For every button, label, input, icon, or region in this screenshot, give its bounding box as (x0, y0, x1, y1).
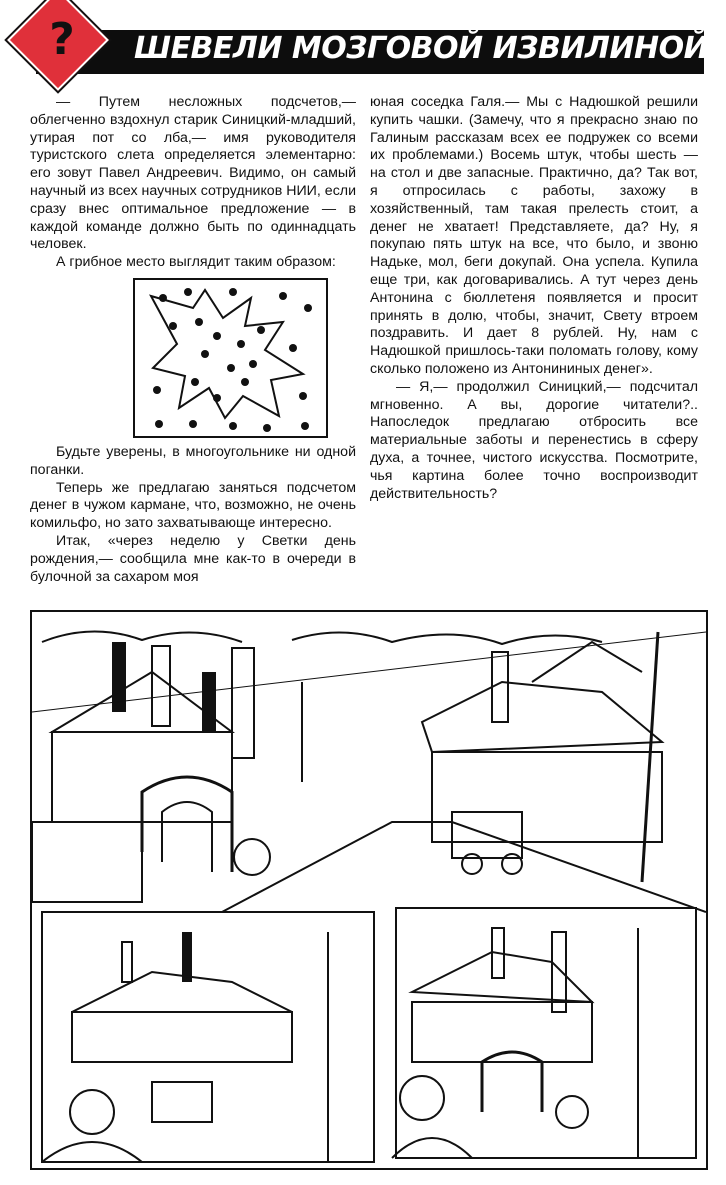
paragraph: А грибное место выглядит таким образом: (56, 254, 336, 271)
comic-illustration (30, 610, 708, 1170)
question-mark-icon: ? (49, 14, 75, 65)
paragraph: — Путем несложных подсчетов,— облегченно вздохнул старик Синицкий-младший, утирая пот со лба,— имя руководителя туристского слета определяется элементарно: его зовут Павел Андреевич. Видимо, он самый научный из всех научных сотрудников НИИ, если сразу внес оптимальное предложение — в каждой команде должно быть по одиннадцать человек. (30, 94, 356, 253)
left-column (30, 94, 356, 586)
village-street-drawing (32, 612, 706, 1168)
paragraph: юная соседка Галя.— Мы с Надюшкой решили купить чашки. (Замечу, что я прекрасно знаю по Галиным рассказам всех ее подружек со всеми их проблемами.) Восемь штук, чтобы шесть — на стол и две запасные. Практично, да? Так вот, я отпросилась с работы, захожу в хозяйственный, там такая прелесть стоит, а денег не хватает! Представляете, да? Ну, я покупаю пять штук на все, что было, и звоню Надьке, мол, беги докупай. Она успела. Купила еще три, как договаривались. А тут через день Антонина с бюллетеня появляется и просит принять в долю, чтобы, значит, Свету втроем поздравить. И дает 8 рублей. Ну, нам с Надюшкой пришлось-таки поломать голову, кому сколько положено из Антонининых денег». (370, 94, 698, 377)
right-column (370, 94, 698, 503)
paragraph: — Я,— продолжил Синицкий,— подсчитал мгновенно. А вы, дорогие читатели?.. Напоследок предлагаю отбросить все материальные заботы и перенестись в сферу духа, а точнее, чистого искусства. Посмотрите, чья картина более точно воспроизводит действительность? (370, 378, 698, 502)
paragraph: Будьте уверены, в многоугольнике ни одной поганки. (30, 443, 356, 478)
paragraph: Итак, «через неделю у Светки день рождения,— сообщила мне как-то в очереди в булочной за сахаром моя (30, 532, 356, 585)
mushroom-puzzle-figure (133, 278, 328, 438)
paragraph: Теперь же предлагаю заняться подсчетом денег в чужом кармане, что, возможно, не очень комильфо, но зато захватывающе интересно. (30, 479, 356, 532)
mushroom-field-illustration (133, 278, 328, 438)
section-title: ШЕВЕЛИ МОЗГОВОЙ ИЗВИЛИНОЙ (134, 31, 709, 66)
